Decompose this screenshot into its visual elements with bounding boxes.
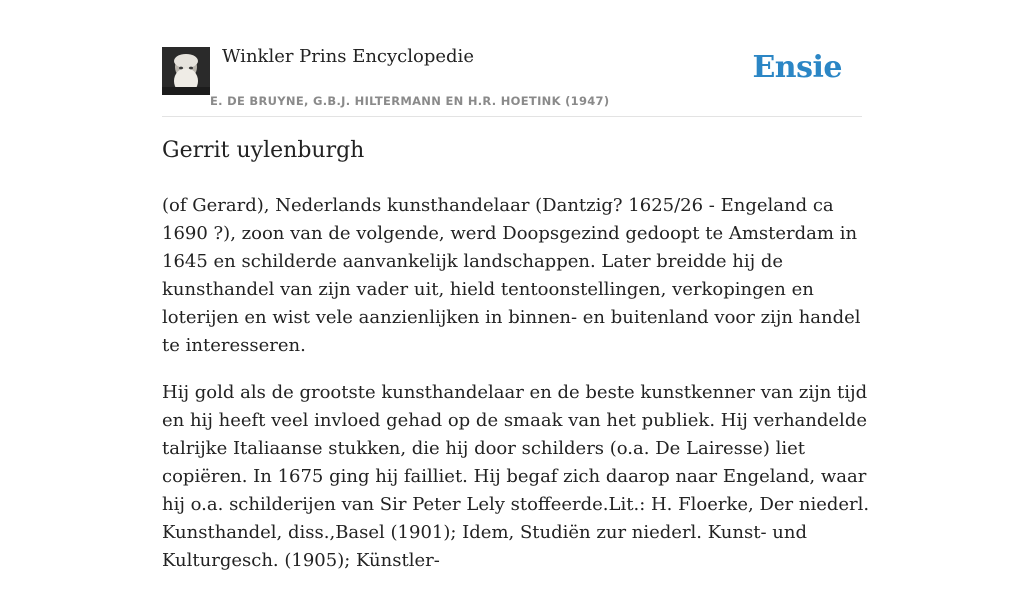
book-header — [162, 44, 862, 117]
article-paragraph: Hij gold als de grootste kunsthandelaar en de beste kunstkenner van zijn tijd en hij heeft veel invloed gehad op de smaak van het publiek. Hij verhandelde talrijke Italiaanse stukken, die hij door schilders (o.a. De Lairesse) liet copiëren. In 1675 ging hij failliet. Hij begaf zich daarop naar Engeland, waar hij o.a. schilderijen van Sir Peter Lely stoffeerde.Lit.: H. Floerke, Der niederl. Kunsthandel, diss.,Basel (1901); Idem, Studiën zur niederl. Kunst- und Kulturgesch. (1905); Künstler- — [162, 382, 870, 571]
article-title: Gerrit uylenburgh — [162, 138, 365, 163]
book-title[interactable]: Winkler Prins Encyclopedie — [222, 46, 474, 67]
ensie-logo-link[interactable]: Ensie — [752, 50, 842, 85]
author-portrait-icon[interactable] — [162, 47, 210, 95]
book-authors: E. DE BRUYNE, G.B.J. HILTERMANN EN H.R. HOETINK (1947) — [210, 94, 610, 108]
article-body — [162, 192, 872, 594]
article-paragraph: (of Gerard), Nederlands kunsthandelaar (Dantzig? 1625/26 - Engeland ca 1690 ?), zoon van de volgende, werd Doopsgezind gedoopt te Amsterdam in 1645 en schilderde aanvankelijk landschappen. Later breidde hij de kunsthandel van zijn vader uit, hield tentoonstellingen, verkopingen en loterijen en wist vele aanzienlijken in binnen- en buitenland voor zijn handel te interesseren. — [162, 195, 861, 356]
